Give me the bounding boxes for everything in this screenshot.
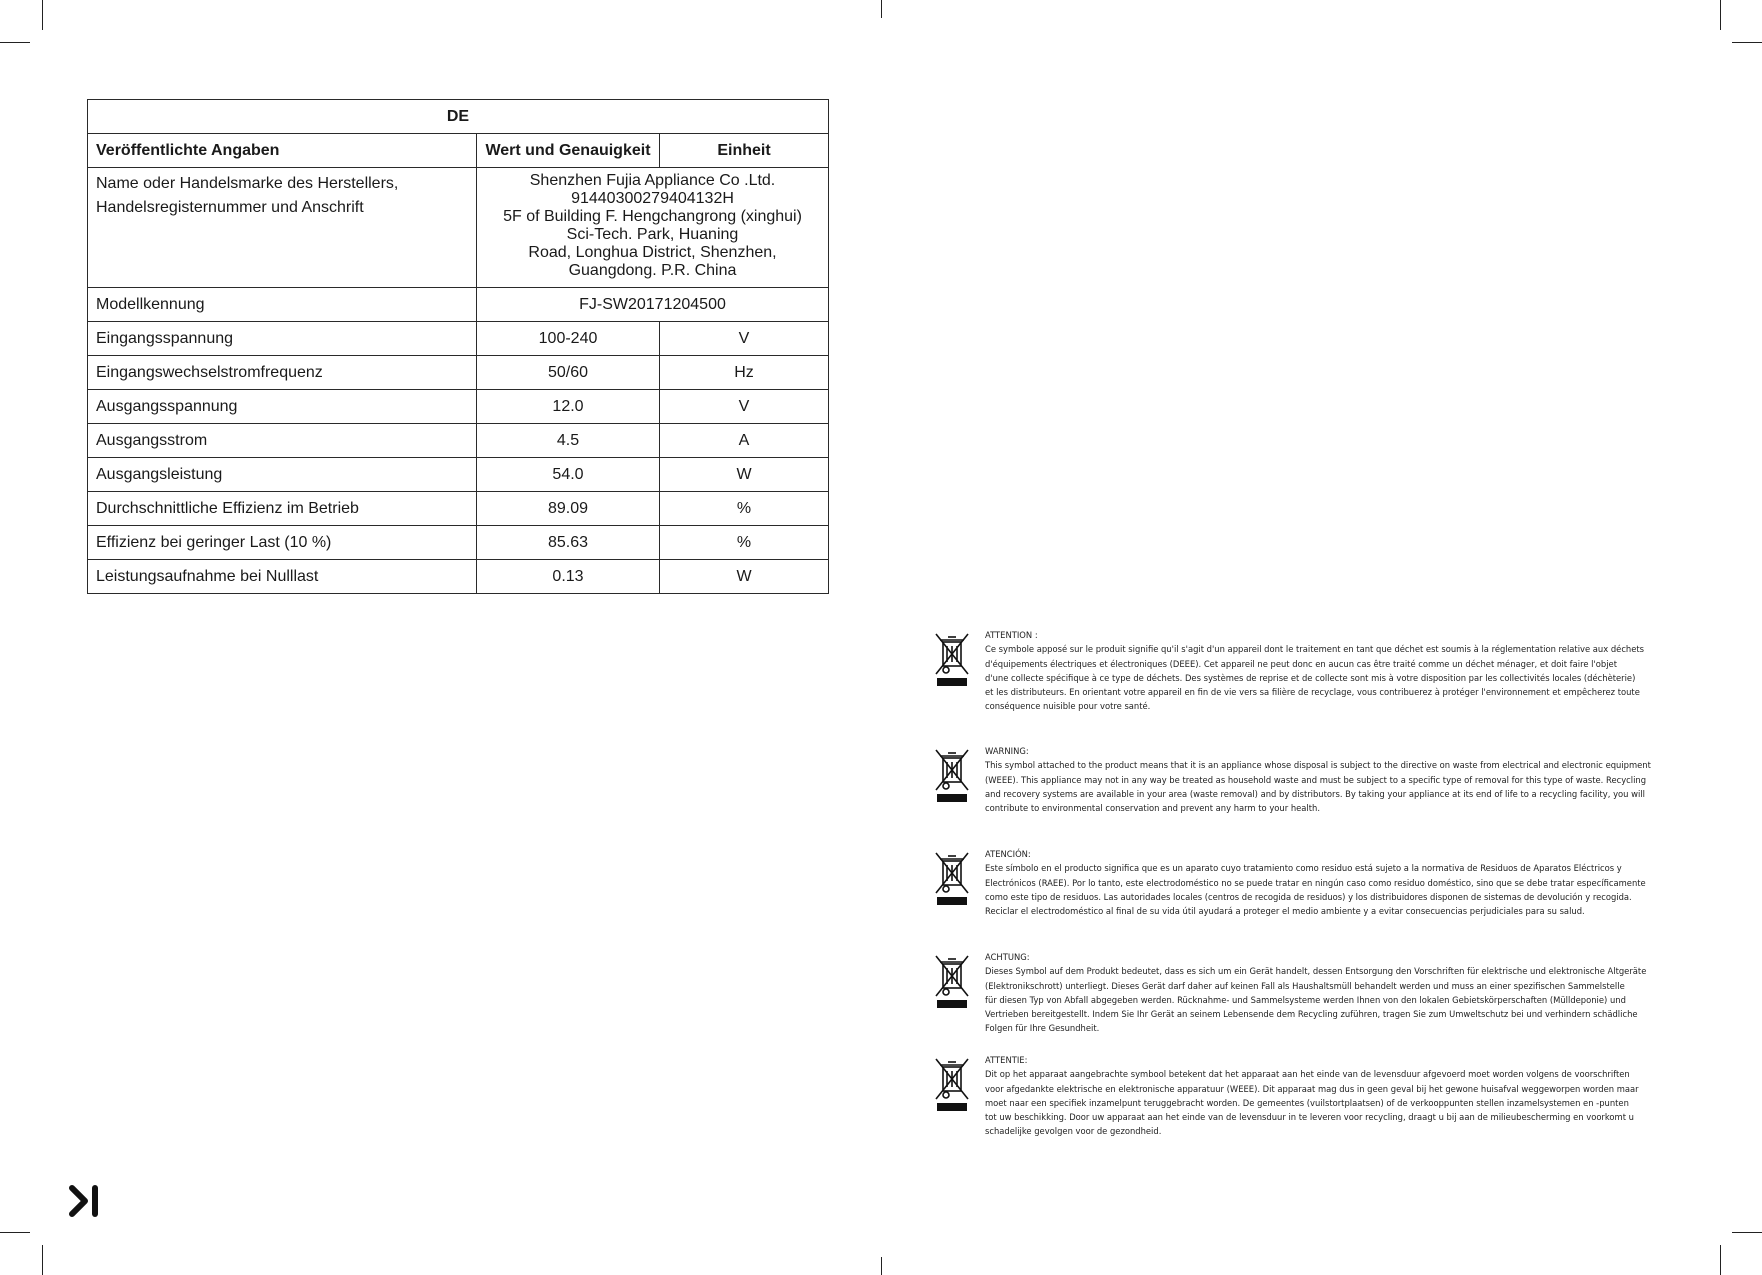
row-unit: W	[660, 560, 829, 594]
row-unit: A	[660, 424, 829, 458]
row-value: 85.63	[477, 526, 660, 560]
row-unit: V	[660, 390, 829, 424]
column-header-published-info: Veröffentlichte Angaben	[88, 134, 477, 168]
crop-mark	[881, 1257, 882, 1275]
table-row	[88, 390, 829, 424]
crossed-out-wheelie-bin-icon	[930, 1055, 974, 1113]
crop-mark	[1720, 1245, 1721, 1275]
crop-mark	[42, 1245, 43, 1275]
table-row	[88, 492, 829, 526]
row-value: FJ-SW20171204500	[477, 288, 829, 322]
row-value: 50/60	[477, 356, 660, 390]
row-label: Modellkennung	[88, 288, 477, 322]
row-value: 0.13	[477, 560, 660, 594]
crop-mark	[0, 1232, 30, 1233]
crop-mark	[881, 0, 882, 18]
table-row	[88, 322, 829, 356]
crossed-out-wheelie-bin-icon	[930, 746, 974, 804]
brand-logo-icon	[68, 1184, 100, 1218]
row-label: Leistungsaufnahme bei Nulllast	[88, 560, 477, 594]
crop-mark	[1732, 1232, 1762, 1233]
row-unit: Hz	[660, 356, 829, 390]
row-value: 12.0	[477, 390, 660, 424]
crossed-out-wheelie-bin-icon	[930, 849, 974, 907]
crop-mark	[1732, 42, 1762, 43]
row-label: Ausgangsleistung	[88, 458, 477, 492]
row-label: Eingangsspannung	[88, 322, 477, 356]
table-row-manufacturer	[88, 168, 829, 288]
row-label: Durchschnittliche Effizienz im Betrieb	[88, 492, 477, 526]
manufacturer-label: Name oder Handelsmarke des Herstellers, Handelsregisternummer und Anschrift	[88, 168, 477, 288]
table-row	[88, 526, 829, 560]
row-label: Ausgangsstrom	[88, 424, 477, 458]
crossed-out-wheelie-bin-icon	[930, 630, 974, 688]
row-label: Eingangswechselstromfrequenz	[88, 356, 477, 390]
column-header-value: Wert und Genauigkeit	[477, 134, 660, 168]
row-unit: V	[660, 322, 829, 356]
table-row-model	[88, 288, 829, 322]
row-value: 54.0	[477, 458, 660, 492]
column-header-unit: Einheit	[660, 134, 829, 168]
table-row	[88, 424, 829, 458]
row-unit: W	[660, 458, 829, 492]
row-value: 4.5	[477, 424, 660, 458]
row-unit: %	[660, 526, 829, 560]
row-value: 100-240	[477, 322, 660, 356]
table-row	[88, 356, 829, 390]
table-language-heading: DE	[88, 100, 829, 134]
table-row	[88, 458, 829, 492]
manufacturer-value: Shenzhen Fujia Appliance Co .Ltd. 91440300279404132H 5F of Building F. Hengchangrong (xinghui) Sci-Tech. Park, Huaning Road, Longhua District, Shenzhen, Guangdong. P.R. China	[477, 168, 829, 288]
row-label: Effizienz bei geringer Last (10 %)	[88, 526, 477, 560]
row-value: 89.09	[477, 492, 660, 526]
row-label: Ausgangsspannung	[88, 390, 477, 424]
table-row	[88, 560, 829, 594]
row-unit: %	[660, 492, 829, 526]
crop-mark	[0, 42, 30, 43]
crossed-out-wheelie-bin-icon	[930, 952, 974, 1010]
specification-table	[87, 99, 829, 594]
crop-mark	[1720, 0, 1721, 30]
crop-mark	[42, 0, 43, 30]
